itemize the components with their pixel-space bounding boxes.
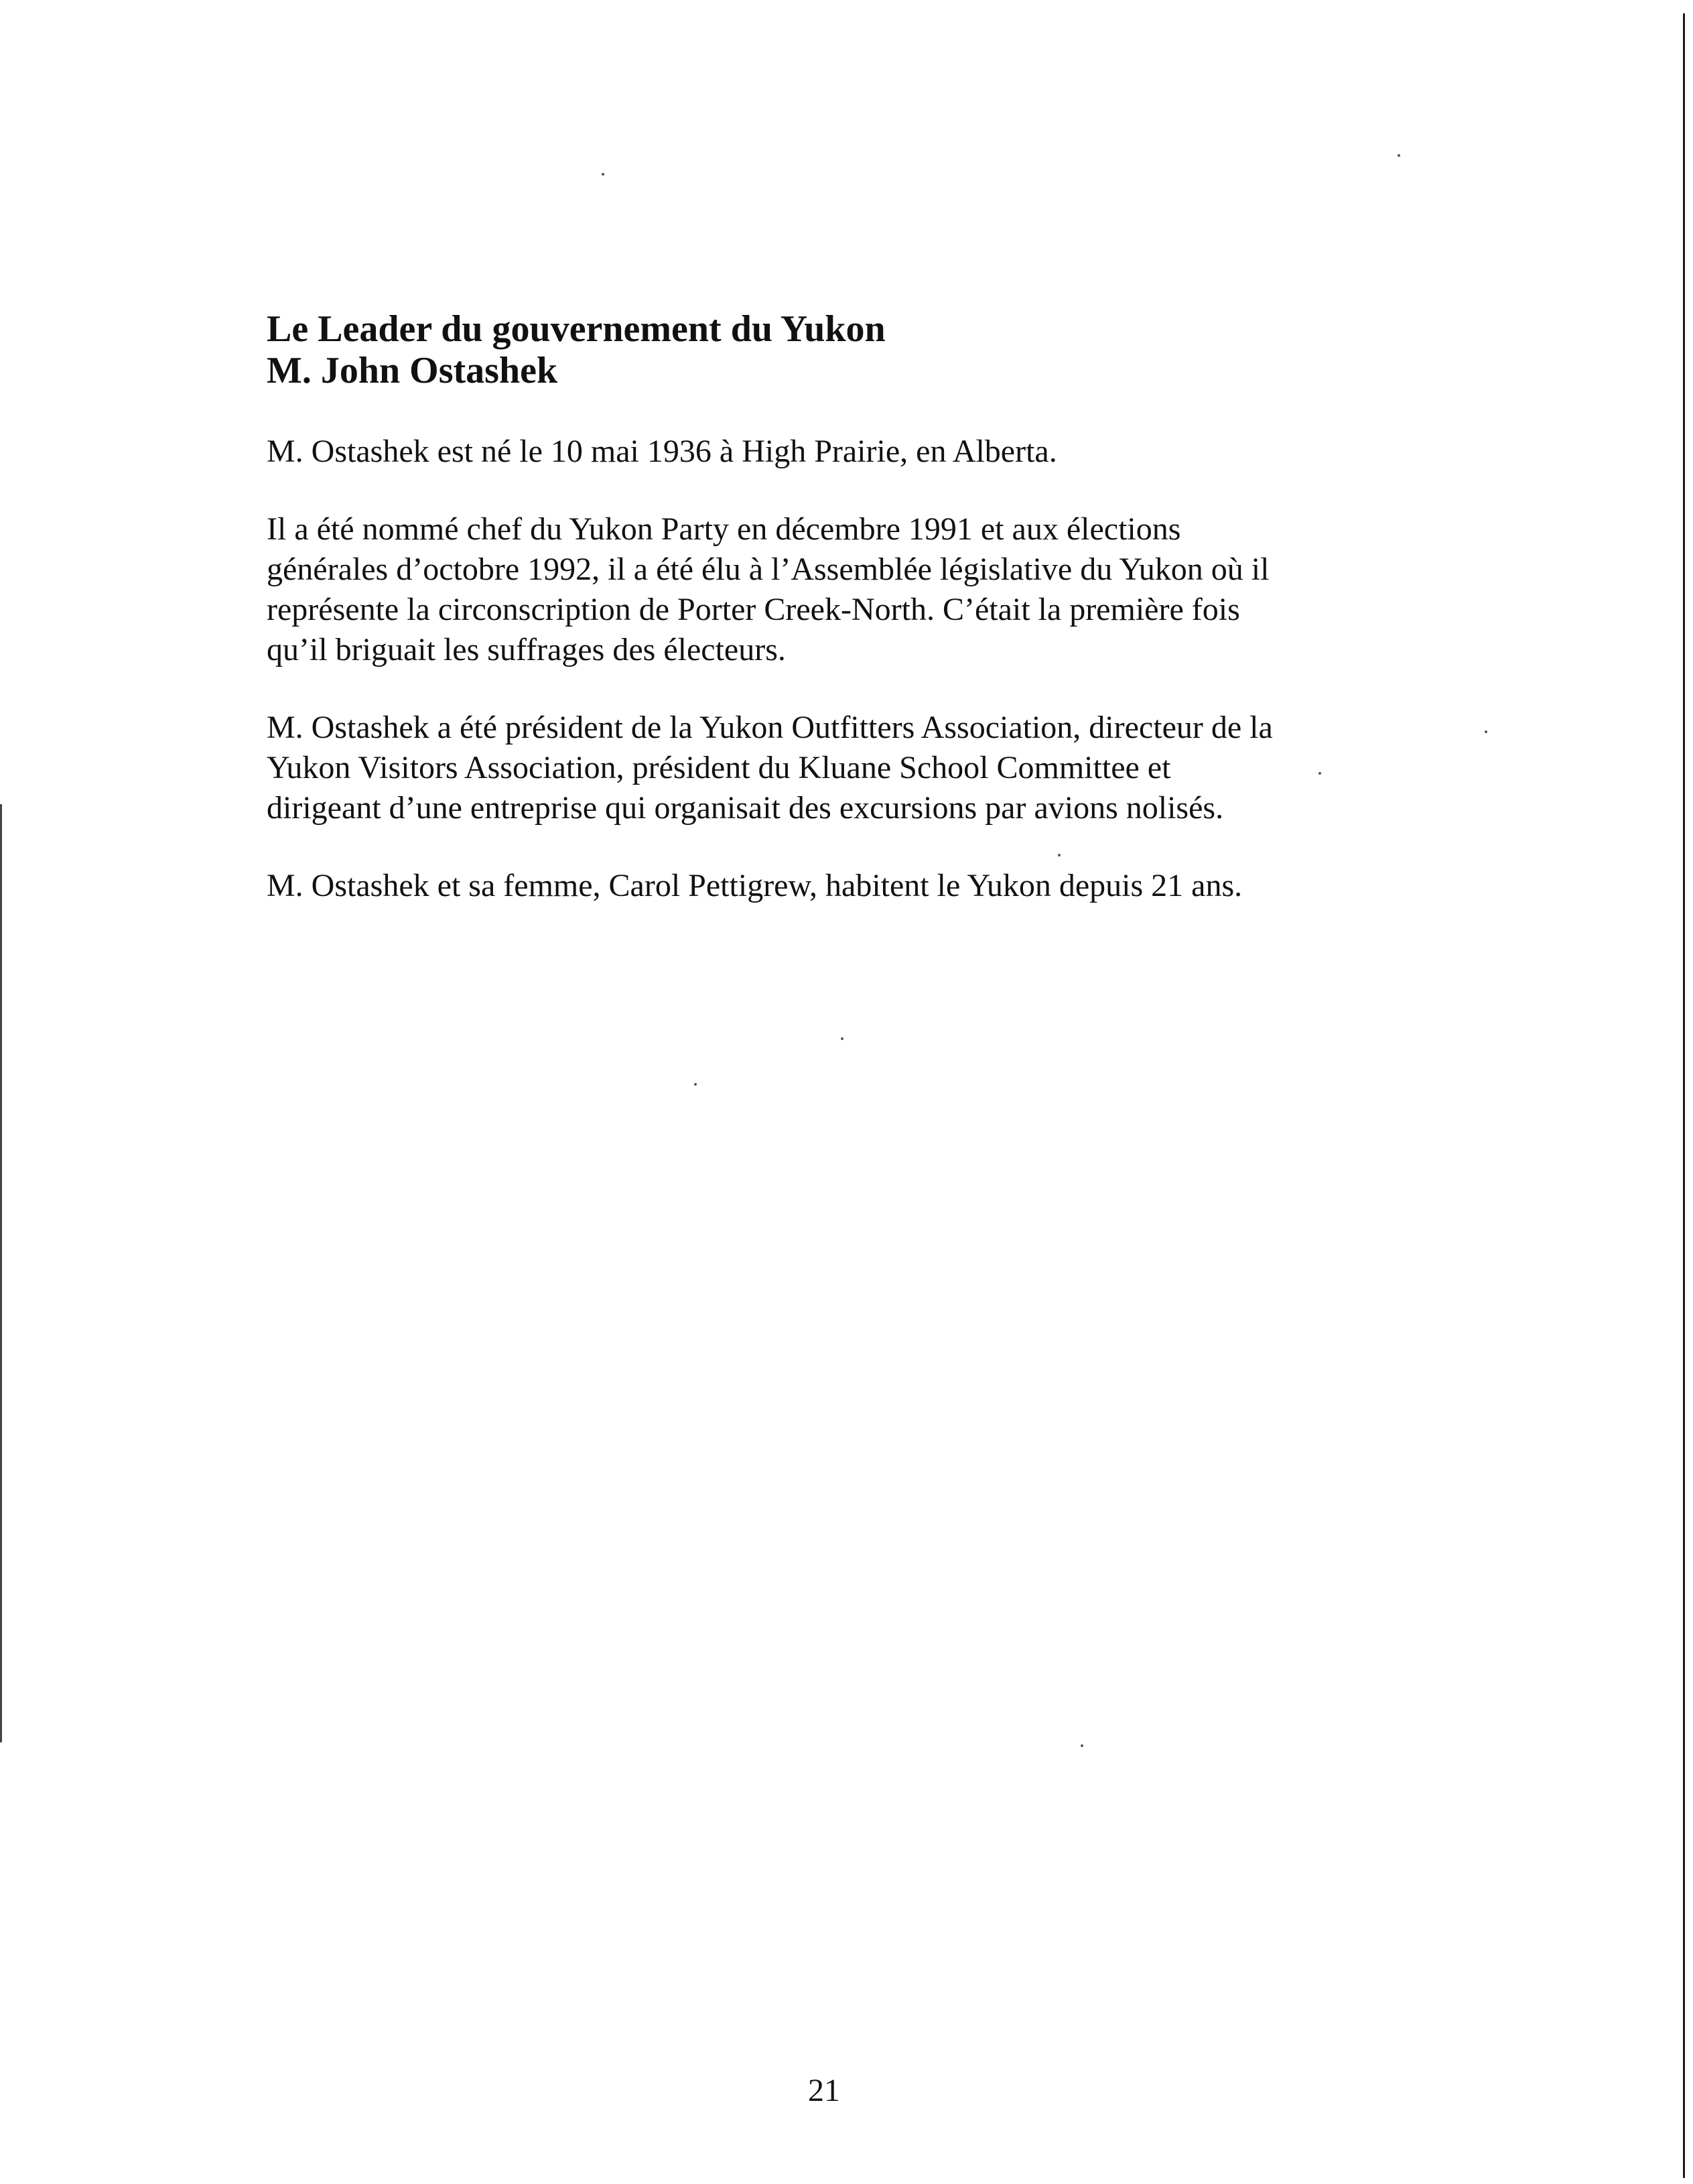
heading-person-name: M. John Ostashek <box>267 350 558 391</box>
scan-edge-left <box>0 804 2 1742</box>
paragraph-line: Il a été nommé chef du Yukon Party en décembre 1991 et aux élections <box>267 511 1181 547</box>
scan-speck <box>841 1037 843 1040</box>
document-body <box>267 308 1406 906</box>
document-heading <box>267 308 1406 391</box>
scan-speck <box>602 173 604 176</box>
paragraph-line: M. Ostashek est né le 10 mai 1936 à High Prairie, en Alberta. <box>267 434 1057 469</box>
scan-speck <box>1081 1744 1083 1747</box>
page-number: 21 <box>808 2073 840 2108</box>
scan-speck <box>1485 730 1487 733</box>
paragraph-election <box>267 509 1406 670</box>
paragraph-line: qu’il briguait les suffrages des électeurs. <box>267 632 786 667</box>
scan-edge-right <box>1683 13 1685 2178</box>
paragraph-family <box>267 866 1406 906</box>
scan-speck <box>1398 154 1400 157</box>
paragraph-line: M. Ostashek a été président de la Yukon Outfitters Association, directeur de la <box>267 710 1273 745</box>
paragraph-line: M. Ostashek et sa femme, Carol Pettigrew, habitent le Yukon depuis 21 ans. <box>267 868 1243 903</box>
paragraph-line: Yukon Visitors Association, président du Kluane School Committee et <box>267 750 1171 785</box>
paragraph-birth <box>267 432 1406 472</box>
heading-title: Le Leader du gouvernement du Yukon <box>267 308 886 350</box>
paragraph-career <box>267 708 1406 828</box>
paragraph-line: générales d’octobre 1992, il a été élu à l’Assemblée législative du Yukon où il <box>267 552 1270 587</box>
scan-speck <box>694 1083 697 1086</box>
paragraph-line: dirigeant d’une entreprise qui organisait des excursions par avions nolisés. <box>267 790 1224 826</box>
paragraph-line: représente la circonscription de Porter Creek-North. C’était la première fois <box>267 592 1240 627</box>
